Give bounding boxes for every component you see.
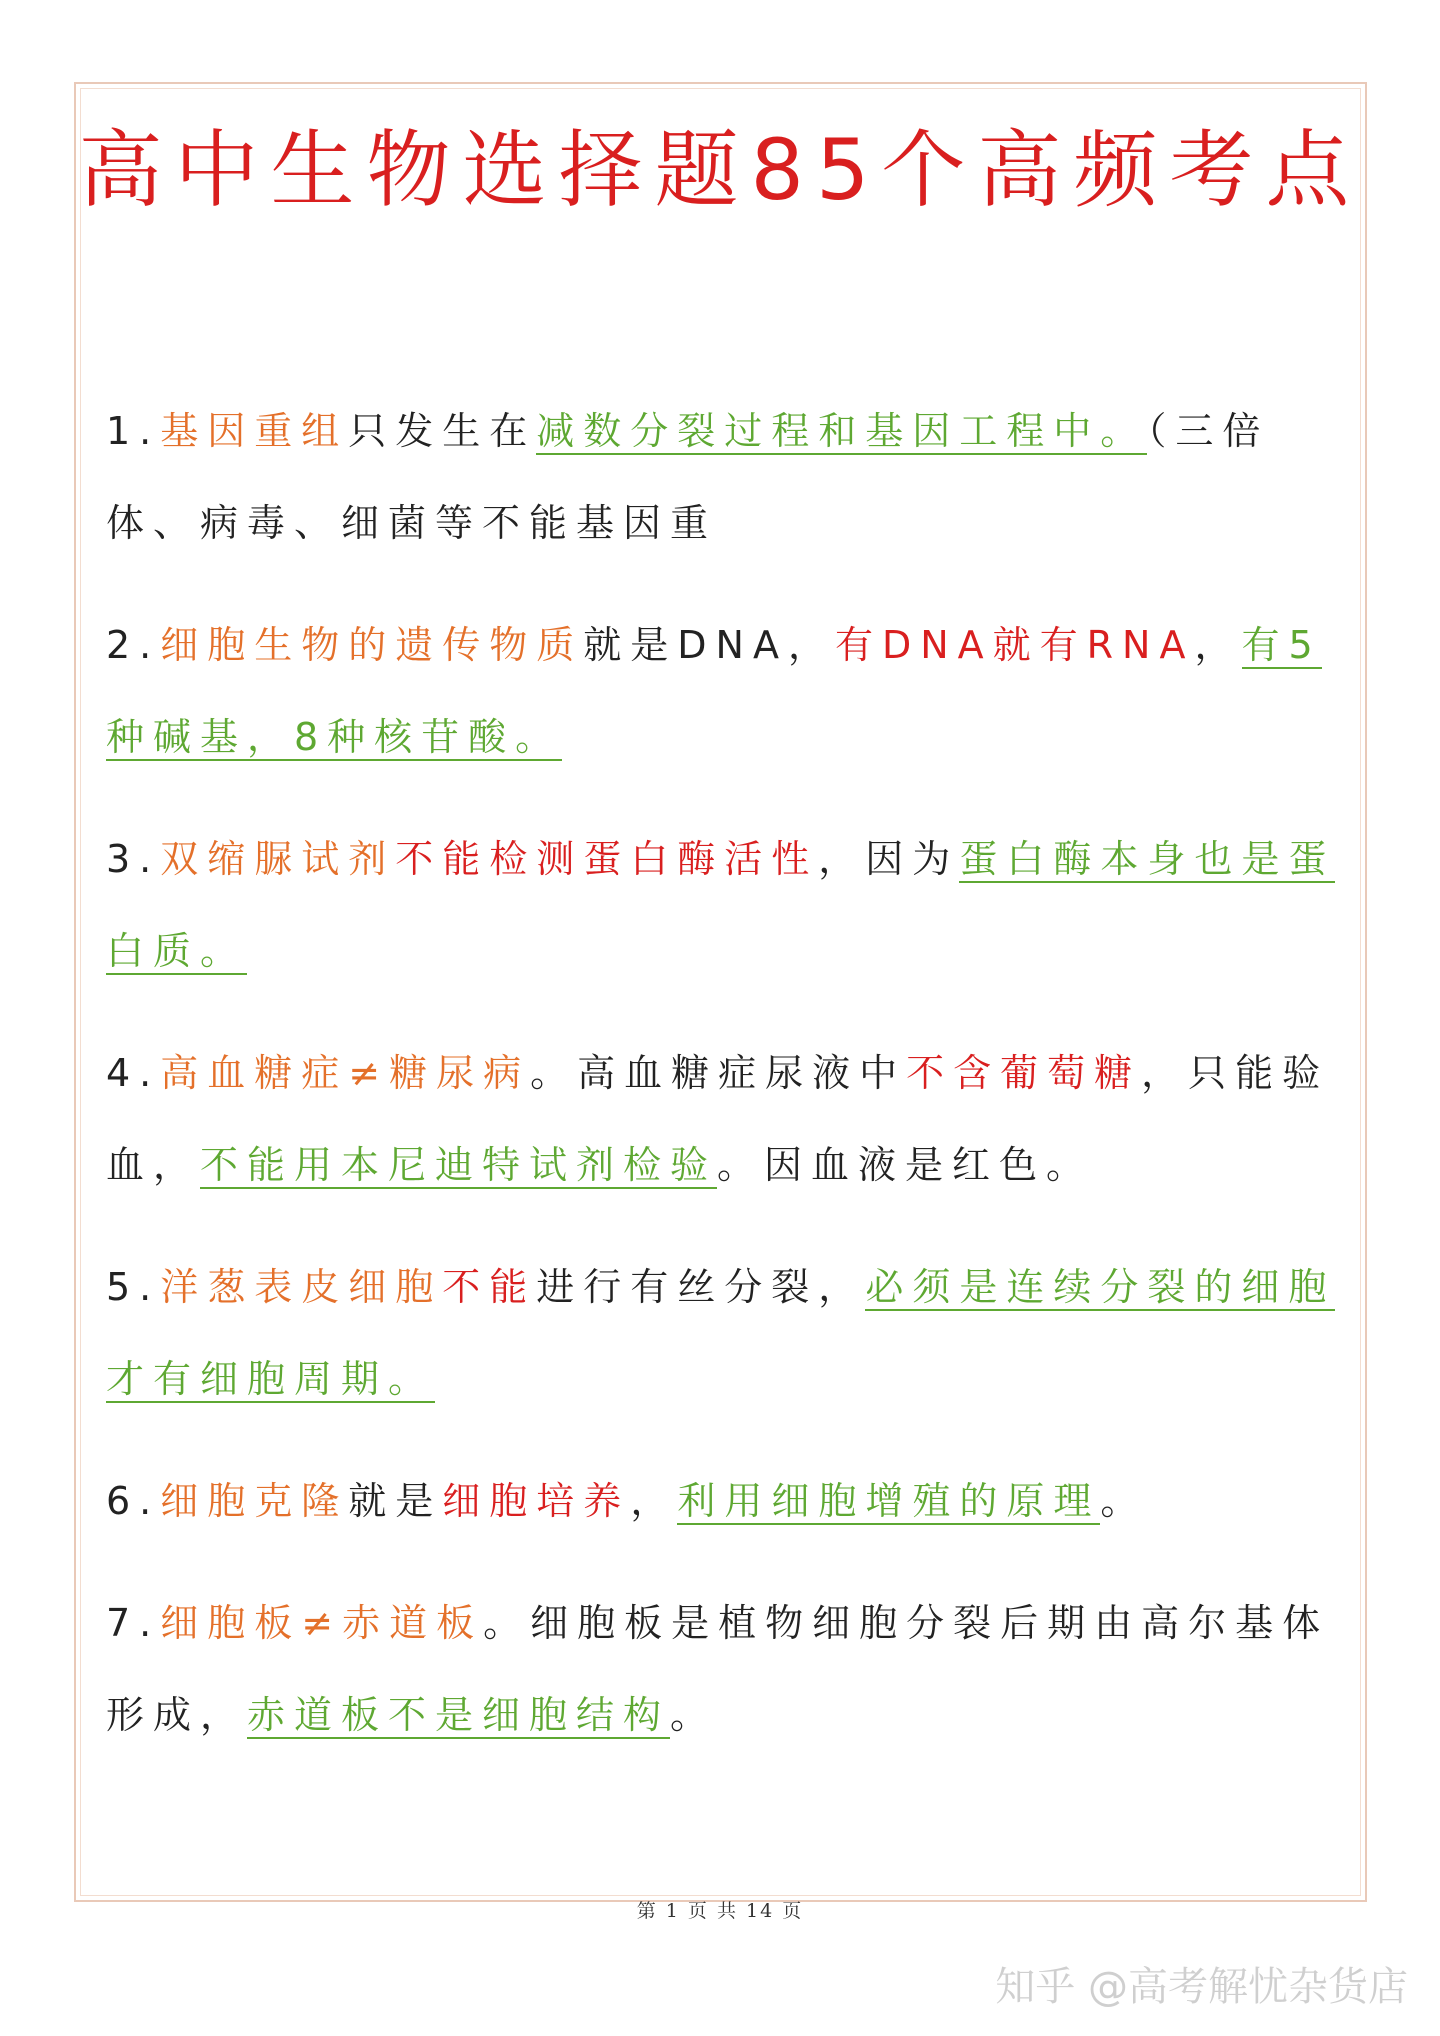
list-item xyxy=(106,1027,1356,1211)
item-segment: 就是 xyxy=(348,1479,443,1523)
item-segment: 。 xyxy=(670,1693,718,1737)
watermark: 知乎 @高考解忧杂货店 xyxy=(995,1964,1408,2010)
item-segment: 基因重组 xyxy=(160,409,349,453)
item-segment: 不能 xyxy=(442,1265,537,1309)
item-segment: 双缩脲试剂 xyxy=(160,837,396,881)
item-segment: ， xyxy=(630,1479,678,1523)
item-segment: ，只能验血， xyxy=(106,1051,1330,1187)
item-segment: 赤道板不是细胞结构 xyxy=(247,1693,671,1737)
item-segment: 2. xyxy=(106,623,161,667)
item-segment: 不含葡萄糖 xyxy=(906,1051,1142,1095)
item-segment: 。 xyxy=(1100,1479,1148,1523)
list-item xyxy=(106,385,1356,569)
item-segment: 有DNA就有RNA xyxy=(834,623,1195,667)
item-segment: ，因为 xyxy=(818,837,960,881)
item-segment: 5. xyxy=(106,1265,161,1309)
item-segment: 细胞板≠赤道板 xyxy=(160,1601,484,1645)
list-item xyxy=(106,599,1356,783)
item-segment: 不能用本尼迪特试剂检验 xyxy=(200,1143,718,1187)
item-segment: ， xyxy=(1194,623,1242,667)
item-segment: 7. xyxy=(106,1601,161,1645)
item-segment: 3. xyxy=(106,837,161,881)
item-segment: 细胞生物的遗传物质 xyxy=(160,623,584,667)
item-list xyxy=(106,385,1356,1791)
list-item xyxy=(106,1577,1356,1761)
item-segment: 就是DNA， xyxy=(583,623,835,667)
item-segment: 利用细胞增殖的原理 xyxy=(677,1479,1101,1523)
list-item xyxy=(106,1241,1356,1425)
item-segment: 减数分裂过程和基因工程中。 xyxy=(536,409,1148,453)
item-segment: 必须是连续分裂的细胞才有细胞周期。 xyxy=(106,1265,1336,1401)
item-segment: 洋葱表皮细胞 xyxy=(160,1265,443,1309)
list-item xyxy=(106,813,1356,997)
item-segment: 。因血液是红色。 xyxy=(717,1143,1094,1187)
item-segment: 不能检测蛋白酶活性 xyxy=(395,837,819,881)
page-title: 高中生物选择题85个高频考点 xyxy=(78,121,1362,219)
item-segment: 只发生在 xyxy=(348,409,537,453)
page-number: 第 1 页 共 14 页 xyxy=(636,1900,804,1922)
item-segment: 1. xyxy=(106,409,161,453)
item-segment: 有5种碱基，8种核苷酸。 xyxy=(106,623,1322,759)
item-segment: （三倍体、病毒、细菌等不能基因重 xyxy=(106,409,1270,545)
item-segment: 高血糖症≠糖尿病 xyxy=(160,1051,531,1095)
item-segment: 。细胞板是植物细胞分裂后期由高尔基体形成， xyxy=(106,1601,1330,1737)
list-item xyxy=(106,1455,1356,1547)
item-segment: 4. xyxy=(106,1051,161,1095)
item-segment: 。高血糖症尿液中 xyxy=(530,1051,907,1095)
item-segment: 蛋白酶本身也是蛋白质。 xyxy=(106,837,1336,973)
item-segment: 进行有丝分裂， xyxy=(536,1265,866,1309)
item-segment: 6. xyxy=(106,1479,161,1523)
item-segment: 细胞培养 xyxy=(442,1479,631,1523)
item-segment: 细胞克隆 xyxy=(160,1479,349,1523)
